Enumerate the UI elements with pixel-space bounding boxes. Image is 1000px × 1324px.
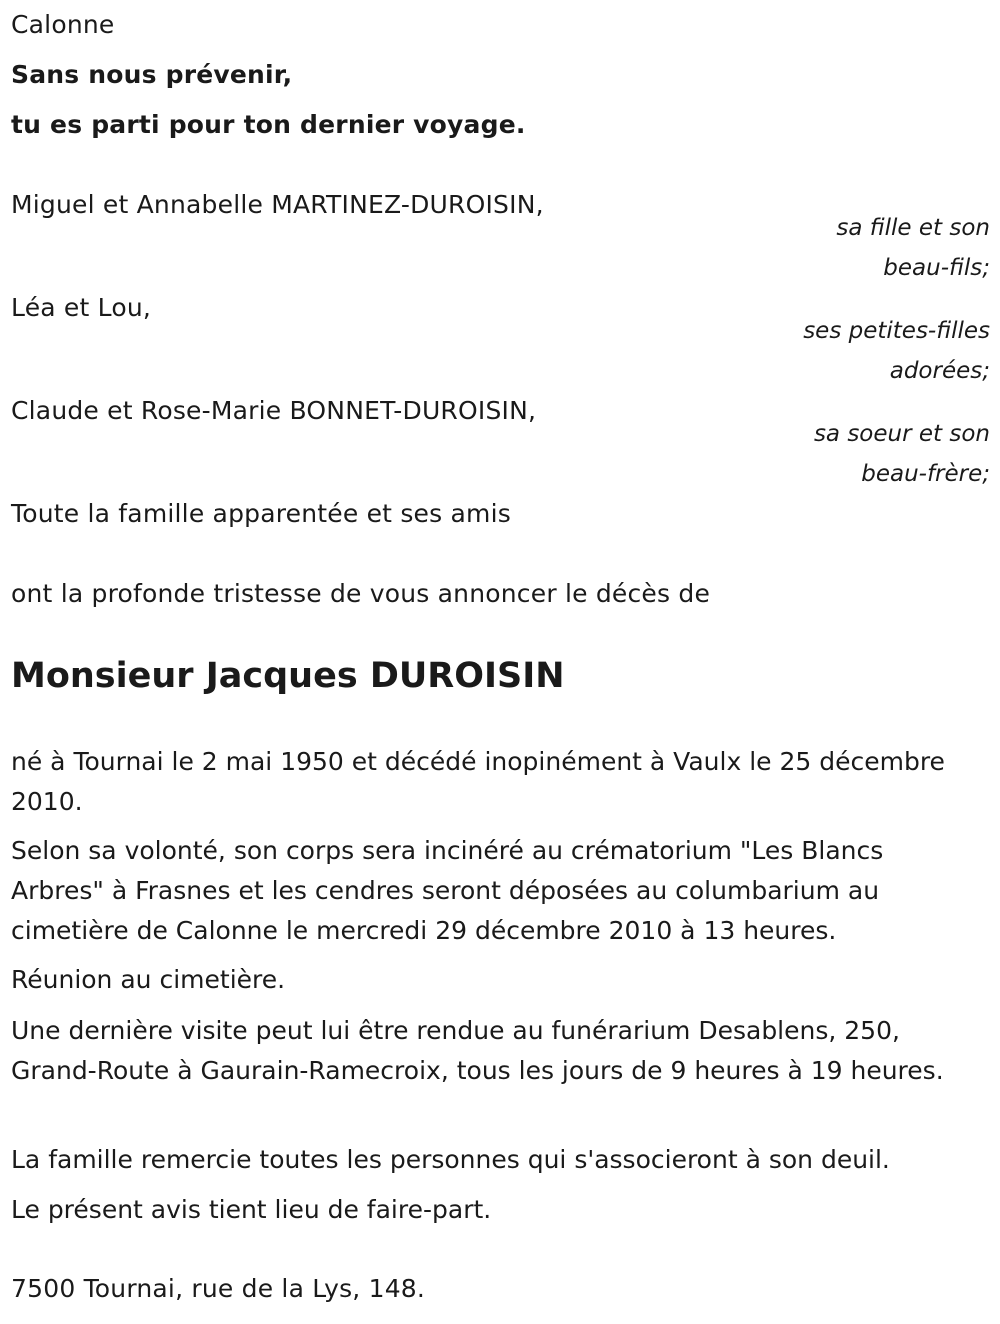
thanks-paragraph: La famille remercie toutes les personnes qui s'associeront à son deuil. [11, 1145, 890, 1174]
relation-line: sa soeur et son [813, 421, 990, 447]
family-member-names: Léa et Lou, [11, 293, 152, 322]
relation-line: sa fille et son [836, 215, 990, 241]
family-member-names: Claude et Rose-Marie BONNET-DUROISIN, [11, 396, 537, 425]
address: 7500 Tournai, rue de la Lys, 148. [11, 1274, 426, 1303]
birth-death-paragraph: né à Tournai le 2 mai 1950 et décédé inopinément à Vaulx le 25 décembre 2010. [11, 747, 945, 816]
family-member-relation [690, 208, 990, 288]
relation-line: adorées; [889, 358, 990, 384]
family-member-names: Miguel et Annabelle MARTINEZ-DUROISIN, [11, 190, 544, 219]
place-name: Calonne [11, 10, 115, 39]
announcement-text: ont la profonde tristesse de vous annoncer le décès de [11, 579, 711, 608]
notice-paragraph: Le présent avis tient lieu de faire-part. [11, 1195, 492, 1224]
cremation-paragraph: Selon sa volonté, son corps sera incinéré au crématorium "Les Blancs Arbres" à Frasnes et les cendres seront déposées au columbarium au cimetière de Calonne le mercredi 29 décembre 2010 à 13 heures. [11, 836, 884, 945]
family-others: Toute la famille apparentée et ses amis [11, 499, 511, 528]
deceased-name: Monsieur Jacques DUROISIN [11, 656, 565, 696]
epigraph-line-1: Sans nous prévenir, [11, 60, 293, 89]
meeting-paragraph: Réunion au cimetière. [11, 965, 286, 994]
family-member-relation [690, 414, 990, 494]
epigraph-line-2: tu es parti pour ton dernier voyage. [11, 110, 526, 139]
family-member-relation [690, 311, 990, 391]
relation-line: beau-frère; [861, 461, 990, 487]
relation-line: ses petites-filles [803, 318, 990, 344]
visit-paragraph: Une dernière visite peut lui être rendue au funérarium Desablens, 250, Grand-Route à Gaurain-Ramecroix, tous les jours de 9 heures à 19 heures. [11, 1016, 944, 1085]
relation-line: beau-fils; [883, 255, 990, 281]
